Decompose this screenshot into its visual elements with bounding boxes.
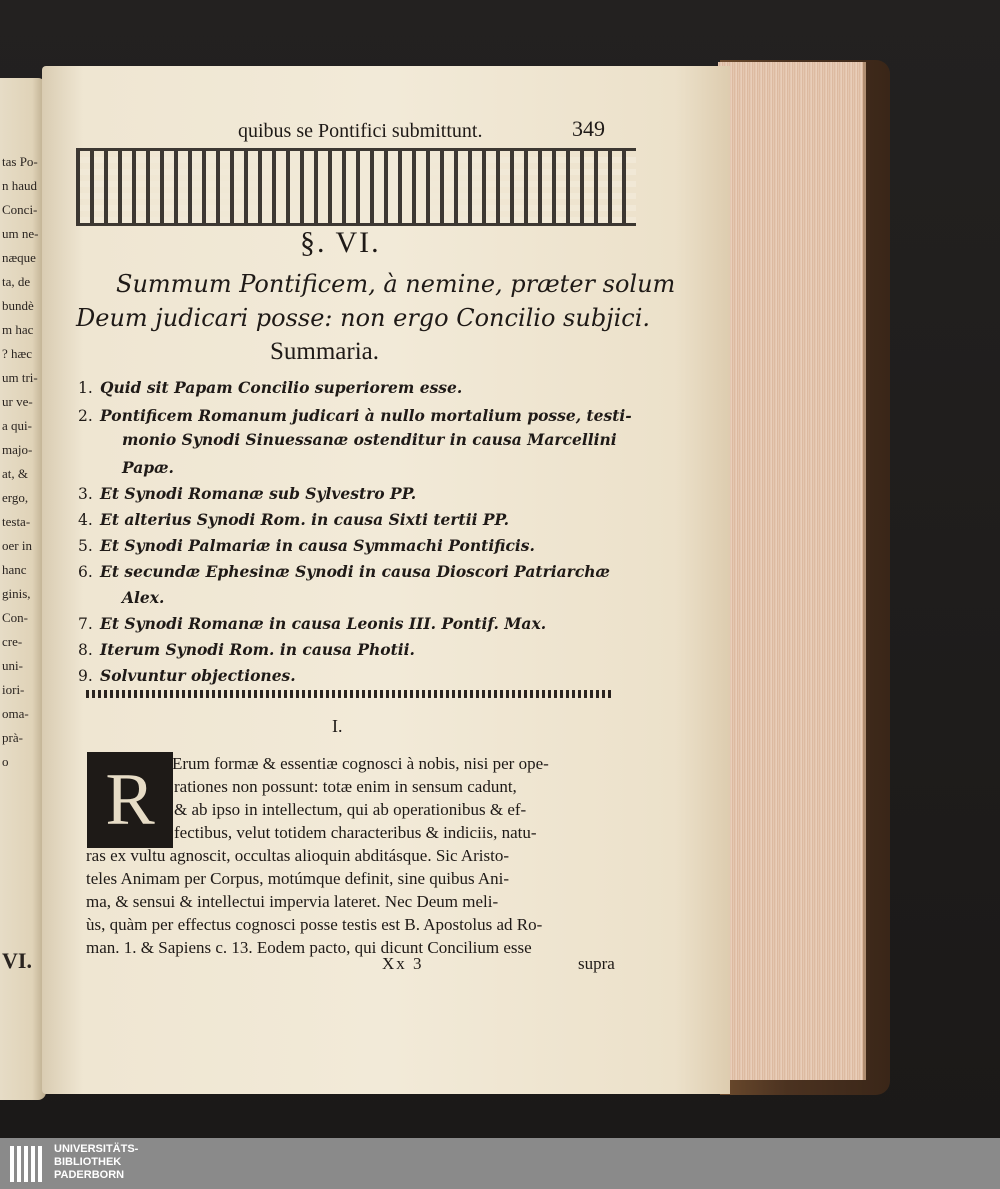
left-page-fragment: testa- — [2, 514, 31, 529]
left-page-fragment: majo- — [2, 442, 33, 457]
left-page-fragment: um ne- — [2, 226, 39, 241]
summaria-item-number: 4. — [78, 511, 93, 529]
summaria-item — [78, 666, 296, 685]
summaria-item — [78, 510, 509, 529]
left-page-fragment: næque — [2, 250, 36, 265]
book-page — [42, 66, 730, 1094]
body-line: fectibus, velut totidem characteribus & indiciis, natu- — [174, 823, 537, 842]
summaria-item — [122, 458, 174, 477]
paragraph-number: I. — [332, 716, 343, 736]
summaria-item-text: Solvuntur objectiones. — [100, 666, 296, 685]
signature-mark: Xx 3 — [382, 954, 424, 973]
summaria-item-number: 6. — [78, 563, 93, 581]
summaria-item-number: 9. — [78, 667, 93, 685]
library-name: UNIVERSITÄTS- BIBLIOTHEK PADERBORN — [54, 1143, 139, 1181]
summaria-item-text: Papæ. — [122, 458, 174, 477]
library-footer — [0, 1138, 1000, 1189]
left-page-fragment: hanc — [2, 562, 27, 577]
summaria-item-text: Et secundæ Ephesinæ Synodi in causa Dioscori Patriarchæ — [100, 562, 610, 581]
left-page-fragment: um tri- — [2, 370, 38, 385]
left-page-fragment: cre- — [2, 634, 23, 649]
body-line: ùs, quàm per effectus cognosci posse testis est B. Apostolus ad Ro- — [86, 915, 543, 934]
section-heading: §. VI. — [300, 226, 381, 259]
left-page-fragment: m hac — [2, 322, 34, 337]
summaria-item — [78, 406, 632, 425]
summaria-item-number: 1. — [78, 379, 93, 397]
summaria-item-number: 8. — [78, 641, 93, 659]
body-line: Erum formæ & essentiæ cognosci à nobis, nisi per ope- — [172, 754, 549, 773]
summaria-item — [122, 588, 164, 607]
summaria-item — [78, 378, 462, 397]
summaria-item-text: Et Synodi Romanæ sub Sylvestro PP. — [100, 484, 417, 503]
running-head: quibus se Pontifici submittunt. — [238, 120, 483, 142]
summaria-item-number: 5. — [78, 537, 93, 555]
body-line: man. 1. & Sapiens c. 13. Eodem pacto, qui dicunt Concilium esse — [86, 938, 532, 957]
left-page-fragment: n haud — [2, 178, 38, 193]
left-page-fragment: prà- — [2, 730, 23, 745]
left-page-fragment: a qui- — [2, 418, 32, 433]
left-page-fragment: at, & — [2, 466, 28, 481]
summaria-item-text: Et alterius Synodi Rom. in causa Sixti tertii PP. — [100, 510, 510, 529]
summaria-item — [78, 562, 610, 581]
left-page-fragment: oer in — [2, 538, 32, 553]
headpiece-ornament — [76, 148, 636, 226]
left-page-fragment: uni- — [2, 658, 23, 673]
ornamental-rule — [86, 690, 614, 698]
decorated-initial: R — [87, 752, 173, 848]
body-line: teles Animam per Corpus, motúmque definit, sine quibus Ani- — [86, 869, 510, 888]
summaria-item-number: 7. — [78, 615, 93, 633]
summaria-heading: Summaria. — [270, 338, 380, 365]
summaria-item — [122, 430, 617, 449]
summaria-item-text: Iterum Synodi Rom. in causa Photii. — [100, 640, 415, 659]
summaria-item-number: 3. — [78, 485, 93, 503]
left-page-edge — [0, 78, 46, 1100]
left-page-fragment: ur ve- — [2, 394, 33, 409]
left-page-fragment: Conci- — [2, 202, 38, 217]
title-line-2: Deum judicari posse: non ergo Concilio subjici. — [76, 304, 651, 332]
body-line: rationes non possunt: totæ enim in sensum cadunt, — [174, 777, 517, 796]
summaria-item-text: Pontificem Romanum judicari à nullo mortalium posse, testi- — [100, 406, 632, 425]
summaria-item-text: Et Synodi Romanæ in causa Leonis III. Pontif. Max. — [100, 614, 547, 633]
summaria-item-text: monio Synodi Sinuessanæ ostenditur in causa Marcellini — [122, 430, 617, 449]
summaria-item — [78, 484, 416, 503]
left-page-fragment: VI. — [2, 948, 32, 973]
left-page-fragment: ergo, — [2, 490, 29, 505]
summaria-item — [78, 536, 535, 555]
left-page-fragment: tas Po- — [2, 154, 38, 169]
left-page-fragment: iori- — [2, 682, 25, 697]
summaria-item-text: Alex. — [122, 588, 165, 607]
left-page-fragment: oma- — [2, 706, 29, 721]
body-line: & ab ipso in intellectum, qui ab operationibus & ef- — [174, 800, 527, 819]
summaria-item-number: 2. — [78, 407, 93, 425]
left-page-fragment: o — [2, 754, 9, 769]
summaria-item — [78, 640, 415, 659]
body-line: ma, & sensui & intellectui impervia lateret. Nec Deum meli- — [86, 892, 499, 911]
left-page-fragment: ? hæc — [2, 346, 32, 361]
left-page-fragment: ta, de — [2, 274, 31, 289]
body-line: ras ex vultu agnoscit, occultas alioquin abditásque. Sic Aristo- — [86, 846, 510, 865]
summaria-item-text: Quid sit Papam Concilio superiorem esse. — [100, 378, 463, 397]
summaria-item — [78, 614, 546, 633]
catchword: supra — [578, 954, 615, 973]
summaria-item-text: Et Synodi Palmariæ in causa Symmachi Pontificis. — [100, 536, 535, 555]
left-page-fragment: bundè — [2, 298, 34, 313]
library-logo-icon — [10, 1146, 44, 1182]
left-page-fragment: ginis, — [2, 586, 31, 601]
page-block-edges — [718, 62, 866, 1080]
page-number: 349 — [572, 116, 605, 141]
left-page-fragment: Con- — [2, 610, 28, 625]
title-line-1: Summum Pontificem, à nemine, præter solum — [116, 270, 676, 298]
